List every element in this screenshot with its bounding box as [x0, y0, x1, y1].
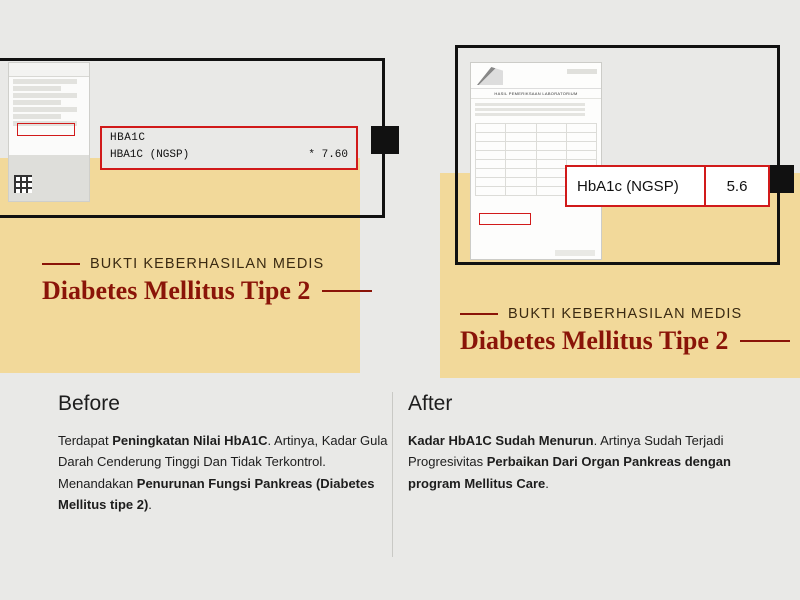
headline-after: [460, 306, 790, 356]
scan-text-row: [475, 108, 585, 111]
scan-meta: [471, 99, 601, 120]
scan-header: [471, 63, 601, 89]
rule-icon: [460, 313, 498, 315]
headline-after-kicker-wrap: [460, 306, 790, 322]
lab-report-scan-after: [470, 62, 602, 260]
scan-header: [9, 63, 89, 77]
scan-footer: [555, 250, 595, 256]
qr-code-icon: [14, 175, 32, 193]
rule-icon: [322, 290, 372, 292]
callout-before-value: * 7.60: [308, 149, 348, 161]
column-before: [58, 392, 388, 516]
column-divider: [392, 392, 393, 557]
scan-text-row: [13, 93, 77, 98]
column-before-body: Terdapat Peningkatan Nilai HbA1C. Artinya, Kadar Gula Darah Cenderung Tinggi Dan Tidak Terkontrol. Menandakan Penurunan Fungsi Pankreas (Diabetes Mellitus tipe 2).: [58, 433, 388, 513]
lab-report-scan-before: [8, 62, 90, 202]
black-square-right: [766, 165, 794, 193]
clinic-logo-icon: [477, 67, 503, 85]
callout-before-label: HBA1C (NGSP): [110, 149, 190, 161]
column-after-heading: After: [408, 392, 453, 415]
callout-after: [565, 165, 770, 207]
scan-text-row: [475, 103, 585, 106]
callout-after-label: HbA1c (NGSP): [577, 177, 679, 195]
scan-text-row: [13, 107, 77, 112]
callout-after-value: 5.6: [726, 177, 748, 195]
scan-title: HASIL PEMERIKSAAN LABORATORIUM: [471, 89, 601, 99]
scan-text-row: [13, 114, 61, 119]
rule-icon: [740, 340, 790, 342]
scan-text-row: [13, 79, 77, 84]
black-square-left: [371, 126, 399, 154]
column-before-heading: Before: [58, 392, 120, 415]
headline-after-kicker: BUKTI KEBERHASILAN MEDIS: [508, 306, 743, 322]
headline-before-title: Diabetes Mellitus Tipe 2: [42, 276, 311, 305]
scan-highlight-box: [17, 123, 75, 136]
headline-before-title-wrap: [42, 276, 372, 306]
callout-before: [100, 126, 358, 170]
scan-text-row: [475, 113, 585, 116]
column-after-body: Kadar HbA1C Sudah Menurun. Artinya Sudah Terjadi Progresivitas Perbaikan Dari Organ Pankreas dengan program Mellitus Care.: [408, 433, 731, 491]
column-after: [408, 392, 748, 494]
headline-after-title: Diabetes Mellitus Tipe 2: [460, 326, 729, 355]
rule-icon: [42, 263, 80, 265]
headline-before-kicker-wrap: [42, 256, 372, 272]
scan-text-row: [13, 86, 61, 91]
scan-text-row: [13, 100, 61, 105]
headline-before: [42, 256, 372, 306]
headline-before-kicker: BUKTI KEBERHASILAN MEDIS: [90, 256, 325, 272]
scan-highlight-box: [479, 213, 531, 225]
headline-after-title-wrap: [460, 326, 790, 356]
scan-code-row: [567, 69, 597, 74]
callout-before-title: HBA1C: [110, 132, 146, 144]
